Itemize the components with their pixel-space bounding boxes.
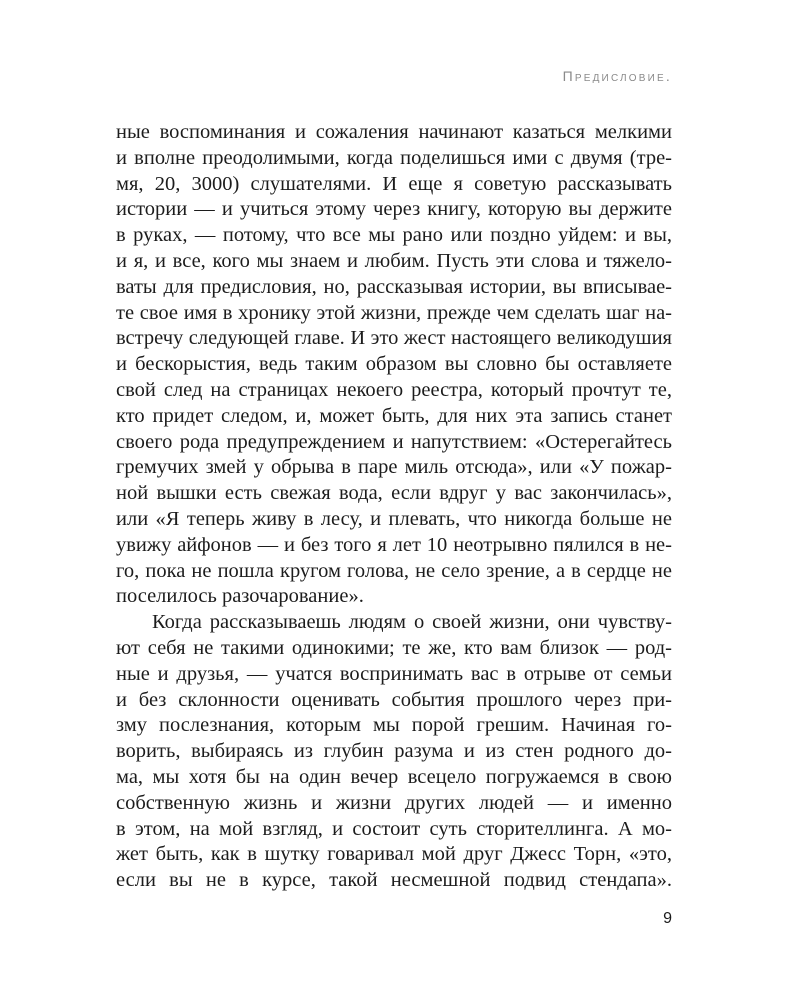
text-line: ной вышки есть свежая вода, если вдруг у вас закончилась», [116,482,672,505]
text-line: поселилось разочарование». [116,585,364,608]
text-line: ные и друзья, — учатся воспринимать вас в отрыве от семьи [116,662,672,685]
running-header-title: Предисловие. [562,68,672,84]
text-line: ворить, выбираясь из глубин разума и из стен родного до- [116,740,672,763]
text-line: гремучих змей у обрыва в паре миль отсюда», или «У пожар- [116,456,672,479]
page-number: 9 [663,910,672,927]
text-line: го, пока не пошла кругом голова, не село зрение, а в сердце не [116,559,672,582]
text-line: в этом, на мой взгляд, и состоит суть сторителлинга. А мо- [116,817,672,840]
text-line: ют себя не такими одинокими; те же, кто вам близок — род- [116,636,672,659]
text-line: зму послезнания, которым мы порой грешим. Начиная го- [116,714,672,737]
text-line: если вы не в курсе, такой несмешной подвид стендапа». [116,869,672,892]
text-line: мя, 20, 3000) слушателями. И еще я советую рассказывать [116,172,672,195]
text-line: свой след на страницах некоего реестра, который прочтут те, [116,378,672,401]
text-line: увижу айфонов — и без того я лет 10 неотрывно пялился в не- [116,533,672,556]
text-line: встречу следующей главе. И это жест настоящего великодушия [116,327,672,350]
text-line: жет быть, как в шутку говаривал мой друг Джесс Торн, «это, [116,843,672,866]
text-line: и вполне преодолимыми, когда поделишься ими с двумя (тре- [116,146,672,169]
text-line: Когда рассказываешь людям о своей жизни, они чувству- [152,611,672,634]
text-line: ные воспоминания и сожаления начинают казаться мелкими [116,121,672,143]
text-line: собственную жизнь и жизни других людей — и именно [116,791,672,814]
text-line: ма, мы хотя бы на один вечер всецело погружаемся в свою [116,765,672,788]
text-line: в руках, — потому, что все мы рано или поздно уйдем: и вы, [116,224,672,247]
text-line: истории — и учиться этому через книгу, которую вы держите [116,198,672,221]
text-line: или «Я теперь живу в лесу, и плевать, что никогда больше не [116,507,672,530]
text-line: те свое имя в хронику этой жизни, прежде чем сделать шаг на- [116,301,672,324]
text-line: и бескорыстия, ведь таким образом вы словно бы оставляете [116,353,672,376]
text-line: ваты для предисловия, но, рассказывая истории, вы вписывае- [116,275,672,298]
text-line: кто придет следом, и, может быть, для них эта запись станет [116,404,672,427]
page-body-text [116,120,672,894]
text-line: своего рода предупреждением и напутствием: «Остерегайтесь [116,430,672,453]
text-line: и без склонности оценивать события прошлого через при- [116,688,672,711]
text-line: и я, и все, кого мы знаем и любим. Пусть эти слова и тяжело- [116,249,672,272]
